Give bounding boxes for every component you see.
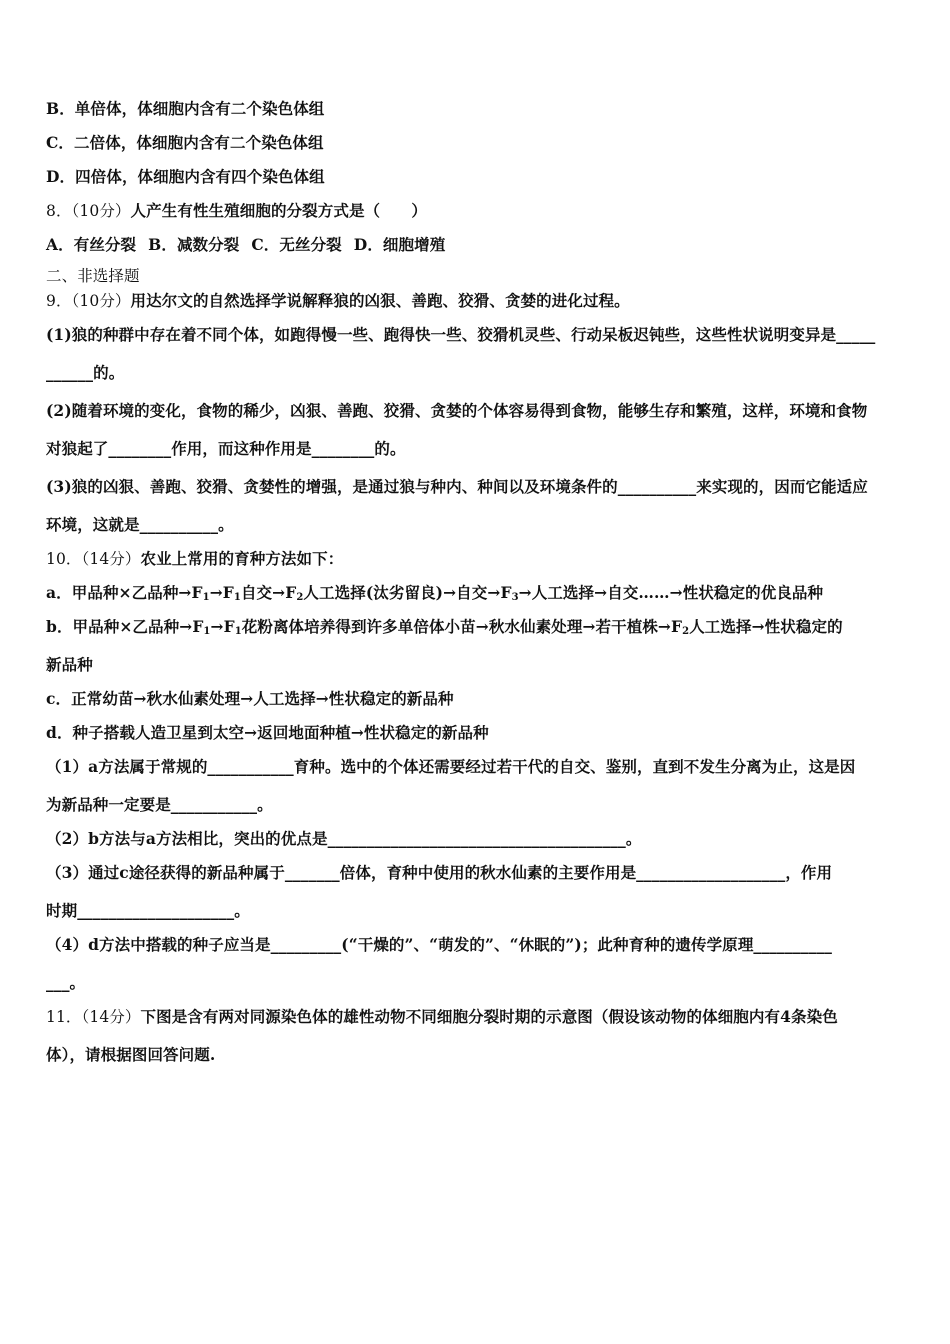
- q9-part3-line2: 环境，这就是__________。: [46, 515, 234, 534]
- q10-method-a: a．甲品种×乙品种$\to F_1\to F_1$自交$\to F_2$人工选择(汰劣留良)→自交$\to F_3\to$人工选择→自交……→性状稳定的优良品种: [46, 583, 824, 603]
- q8-stem: [46, 200, 908, 222]
- q8-number: 8．（10分）: [46, 202, 131, 220]
- q9-stem: [46, 290, 908, 312]
- q8-option-d: D．细胞增殖: [353, 235, 446, 254]
- q10-sub2: （2）b方法与a方法相比，突出的优点是______________________________________。: [46, 829, 642, 848]
- q7-option-c: C．二倍体，体细胞内含有二个染色体组: [46, 133, 324, 152]
- q8-option-c: C．无丝分裂: [251, 235, 342, 254]
- q10-method-d: d．种子搭载人造卫星到太空→返回地面种植→性状稳定的新品种: [46, 723, 489, 742]
- q10-method-b-cont: 新品种: [46, 655, 93, 674]
- q11-stem-line1: [46, 1006, 908, 1028]
- q10-method-b: b．甲品种×乙品种$\to F_1\to F_1$花粉离体培养得到许多单倍体小苗→秋水仙素处理→若干植株$\to F_2$人工选择→性状稳定的: [46, 617, 843, 637]
- q10-number: 10．（14分）: [46, 550, 141, 568]
- exam-page: [46, 98, 908, 1066]
- q8-options: [46, 234, 908, 256]
- q8-option-a: A．有丝分裂: [46, 235, 137, 254]
- q7-option-b: B．单倍体，体细胞内含有二个染色体组: [46, 99, 325, 118]
- q7-option-d: D．四倍体，体细胞内含有四个染色体组: [46, 167, 325, 186]
- q11-stem-line2: 体），请根据图回答问题.: [46, 1045, 216, 1064]
- q9-part2-line1: (2)随着环境的变化，食物的稀少，凶狠、善跑、狡猾、贪婪的个体容易得到食物，能够生存和繁殖，这样，环境和食物: [46, 401, 868, 420]
- q10-sub3-line2: 时期____________________。: [46, 901, 250, 920]
- q10-sub3-line1: （3）通过c途径获得的新品种属于_______倍体，育种中使用的秋水仙素的主要作用是___________________，作用: [46, 863, 833, 882]
- q10-sub1-line1: （1）a方法属于常规的___________育种。选中的个体还需要经过若干代的自交、鉴别，直到不发生分离为止，这是因: [46, 757, 856, 776]
- q8-text: 人产生有性生殖细胞的分裂方式是（ ）: [130, 201, 427, 220]
- q10-stem: [46, 548, 908, 570]
- q8-option-b: B．减数分裂: [148, 235, 240, 254]
- q9-text: 用达尔文的自然选择学说解释狼的凶狠、善跑、狡猾、贪婪的进化过程。: [130, 291, 630, 310]
- q9-number: 9．（10分）: [46, 292, 131, 310]
- q9-part1-line2: ______的。: [46, 363, 125, 382]
- q10-text: 农业上常用的育种方法如下：: [140, 549, 344, 568]
- q10-sub1-line2: 为新品种一定要是___________。: [46, 795, 273, 814]
- q10-method-c: c．正常幼苗→秋水仙素处理→人工选择→性状稳定的新品种: [46, 689, 454, 708]
- q9-part3-line1: (3)狼的凶狠、善跑、狡猾、贪婪性的增强，是通过狼与种内、种间以及环境条件的__________来实现的，因而它能适应: [46, 477, 868, 496]
- q10-sub4-line1: （4）d方法中搭载的种子应当是_________(“干燥的”、“萌发的”、“休眠的”)；此种育种的遗传学原理__________: [46, 935, 832, 954]
- q9-part2-line2: 对狼起了________作用，而这种作用是________的。: [46, 439, 406, 458]
- q11-number: 11．（14分）: [46, 1008, 141, 1026]
- section2-title: 二、非选择题: [46, 267, 140, 285]
- q10-sub4-line2: ___。: [46, 973, 86, 992]
- q11-text: 下图是含有两对同源染色体的雄性动物不同细胞分裂时期的示意图（假设该动物的体细胞内有4条染色: [140, 1007, 838, 1026]
- q9-part1-line1: (1)狼的种群中存在着不同个体，如跑得慢一些、跑得快一些、狡猾机灵些、行动呆板迟钝些，这些性状说明变异是_____: [46, 325, 876, 344]
